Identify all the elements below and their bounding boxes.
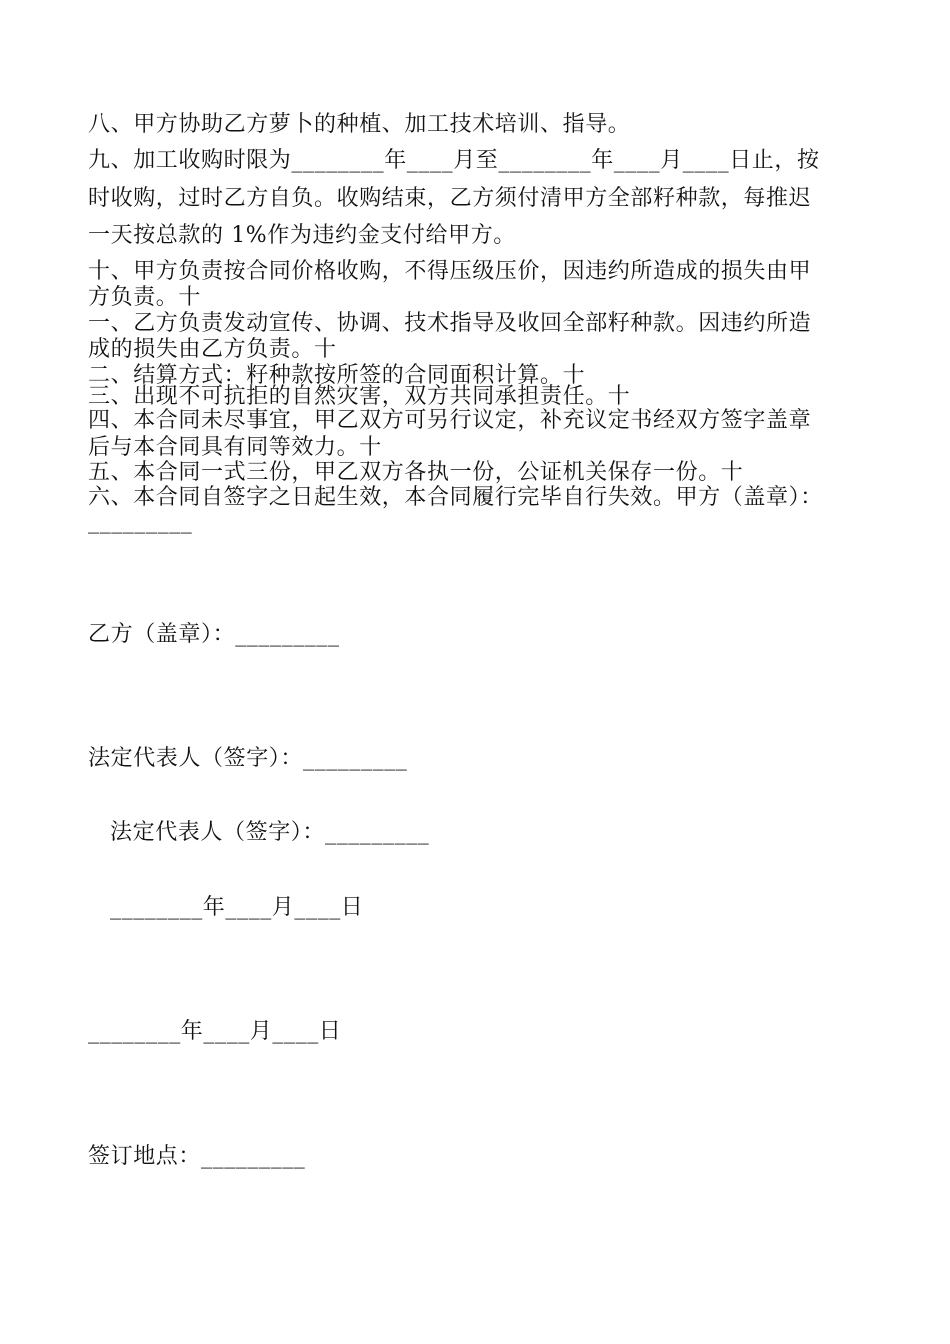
clause-11-line-2: 成的损失由乙方负责。十 (88, 337, 337, 362)
clause-15: 五、本合同一式三份，甲乙双方各执一份，公证机关保存一份。十 (88, 460, 744, 485)
clause-9-line-1: 九、加工收购时限为________年____月至________年____月____日止，按 (88, 148, 820, 173)
clause-14-line-2: 后与本合同具有同等效力。十 (88, 435, 382, 460)
clause-9-line-2: 时收购，过时乙方自负。收购结束，乙方须付清甲方全部籽种款，每推迟 (88, 186, 812, 211)
clause-14-line-1: 四、本合同未尽事宜，甲乙双方可另行议定，补充议定书经双方签字盖章 (88, 408, 812, 433)
party-a-signature-blank: _________ (88, 509, 193, 534)
clause-13: 三、出现不可抗拒的自然灾害，双方共同承担责任。十 (88, 384, 631, 409)
clause-10-line-1: 十、甲方负责按合同价格收购，不得压级压价，因违约所造成的损失由甲 (88, 259, 812, 284)
date-line-1: ________年____月____日 (110, 895, 364, 920)
legal-representative-signature-1: 法定代表人（签字）：_________ (88, 746, 408, 771)
clause-11-line-1: 一、乙方负责发动宣传、协调、技术指导及收回全部籽种款。因违约所造 (88, 311, 812, 336)
party-b-seal: 乙方（盖章）：_________ (88, 622, 340, 647)
legal-representative-signature-2: 法定代表人（签字）：_________ (110, 820, 430, 845)
date-line-2: ________年____月____日 (88, 1019, 342, 1044)
clause-9-line-3: 一天按总款的 1%作为违约金支付给甲方。 (88, 223, 516, 248)
signing-place: 签订地点：_________ (88, 1144, 306, 1169)
clause-16-line-1: 六、本合同自签字之日起生效，本合同履行完毕自行失效。甲方（盖章）： (88, 485, 823, 510)
clause-12: 二、结算方式：籽种款按所签的合同面积计算。十 (88, 363, 586, 388)
clause-8: 八、甲方协助乙方萝卜的种植、加工技术培训、指导。 (88, 112, 631, 137)
clause-10-line-2: 方负责。十 (88, 285, 202, 310)
